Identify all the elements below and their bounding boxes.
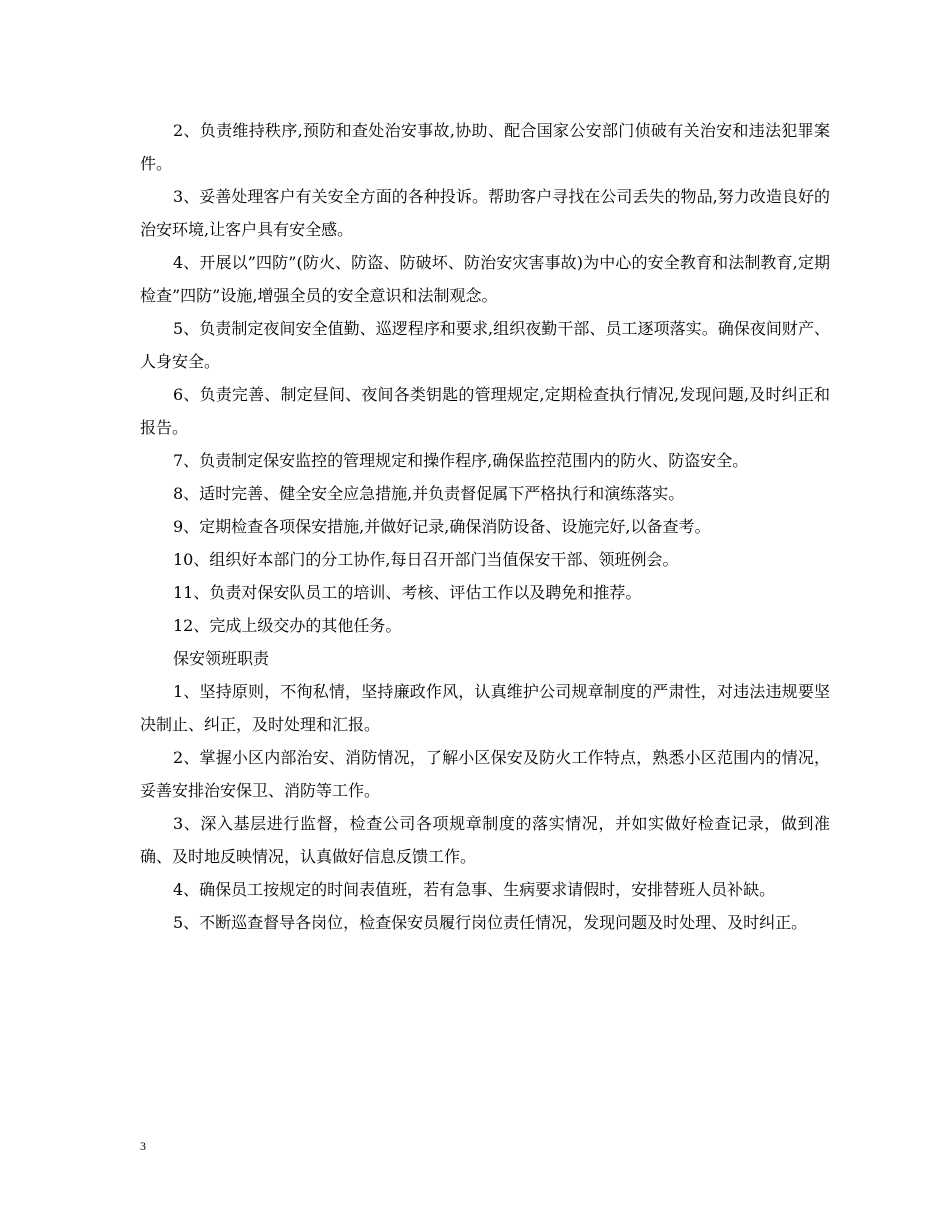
paragraph-duty-8: 8、适时完善、健全安全应急措施,并负责督促属下严格执行和演练落实。 xyxy=(173,484,685,503)
paragraph-duty-3: 3、妥善处理客户有关安全方面的各种投诉。帮助客户寻找在公司丢失的物品,努力改造良好的治安环境,让客户具有安全感。 xyxy=(140,187,830,239)
paragraph-duty-5: 5、负责制定夜间安全值勤、巡逻程序和要求,组织夜勤干部、员工逐项落实。确保夜间财产、人身安全。 xyxy=(140,319,830,371)
paragraph-leader-duty-4: 4、确保员工按规定的时间表值班，若有急事、生病要求请假时，安排替班人员补缺。 xyxy=(173,880,776,899)
paragraph-duty-4: 4、开展以”四防”(防火、防盗、防破坏、防治安灾害事故)为中心的安全教育和法制教育,定期检查”四防”设施,增强全员的安全意识和法制观念。 xyxy=(140,253,830,305)
paragraph-duty-2: 2、负责维持秩序,预防和查处治安事故,协助、配合国家公安部门侦破有关治安和违法犯罪案件。 xyxy=(140,121,830,173)
paragraph-duty-10: 10、组织好本部门的分工协作,每日召开部门当值保安干部、领班例会。 xyxy=(173,550,679,569)
paragraph-leader-duty-2: 2、掌握小区内部治安、消防情况，了解小区保安及防火工作特点，熟悉小区范围内的情况，妥善安排治安保卫、消防等工作。 xyxy=(140,748,830,800)
paragraph-duty-9: 9、定期检查各项保安措施,并做好记录,确保消防设备、设施完好,以备查考。 xyxy=(173,517,711,536)
paragraph-duty-12: 12、完成上级交办的其他任务。 xyxy=(173,616,402,635)
paragraph-duty-7: 7、负责制定保安监控的管理规定和操作程序,确保监控范围内的防火、防盗安全。 xyxy=(173,451,749,470)
paragraph-leader-duty-1: 1、坚持原则，不徇私情，坚持廉政作风，认真维护公司规章制度的严肃性，对违法违规要坚决制止、纠正，及时处理和汇报。 xyxy=(140,682,830,734)
paragraph-duty-11: 11、负责对保安队员工的培训、考核、评估工作以及聘免和推荐。 xyxy=(173,583,642,602)
paragraph-duty-6: 6、负责完善、制定昼间、夜间各类钥匙的管理规定,定期检查执行情况,发现问题,及时纠正和报告。 xyxy=(140,385,830,437)
paragraph-leader-duty-3: 3、深入基层进行监督，检查公司各项规章制度的落实情况，并如实做好检查记录，做到准确、及时地反映情况，认真做好信息反馈工作。 xyxy=(140,814,830,866)
paragraph-leader-duty-5: 5、不断巡查督导各岗位，检查保安员履行岗位责任情况，发现问题及时处理、及时纠正。 xyxy=(173,913,808,932)
section-heading-team-leader-duties: 保安领班职责 xyxy=(173,649,270,668)
document-body xyxy=(140,114,830,939)
page-number: 3 xyxy=(140,1139,146,1153)
